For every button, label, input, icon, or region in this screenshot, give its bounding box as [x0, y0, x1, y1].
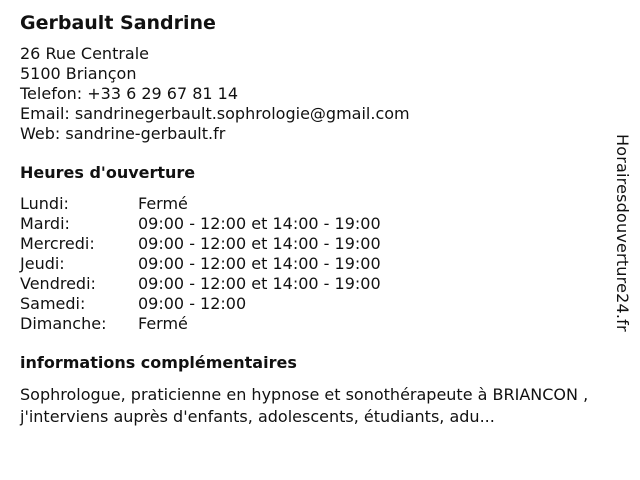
info-text: Sophrologue, praticienne en hypnose et sonothérapeute à BRIANCON , j'interviens auprès d'enfants, adolescents, étudiants, adu... — [20, 385, 589, 426]
day-label: Lundi: — [20, 194, 69, 213]
hours-table — [20, 194, 620, 334]
day-label: Samedi: — [20, 294, 86, 313]
day-label: Vendredi: — [20, 274, 96, 293]
hours-row-saturday — [20, 294, 620, 314]
site-watermark: Horairesdouverture24.fr — [613, 134, 632, 332]
info-heading: informations complémentaires — [20, 353, 297, 372]
time-value: 09:00 - 12:00 — [138, 294, 247, 313]
day-label: Mardi: — [20, 214, 70, 233]
day-label: Jeudi: — [20, 254, 65, 273]
time-value: Fermé — [138, 194, 188, 213]
time-value: 09:00 - 12:00 et 14:00 - 19:00 — [138, 234, 381, 253]
day-label: Mercredi: — [20, 234, 95, 253]
email-line: Email: sandrinegerbault.sophrologie@gmail.com — [20, 104, 410, 123]
hours-row-tuesday — [20, 214, 620, 234]
web-line: Web: sandrine-gerbault.fr — [20, 124, 226, 143]
hours-row-friday — [20, 274, 620, 294]
business-card — [20, 10, 620, 428]
time-value: 09:00 - 12:00 et 14:00 - 19:00 — [138, 214, 381, 233]
business-name: Gerbault Sandrine — [20, 12, 216, 34]
day-label: Dimanche: — [20, 314, 107, 333]
time-value: Fermé — [138, 314, 188, 333]
phone-line: Telefon: +33 6 29 67 81 14 — [20, 84, 239, 103]
time-value: 09:00 - 12:00 et 14:00 - 19:00 — [138, 274, 381, 293]
time-value: 09:00 - 12:00 et 14:00 - 19:00 — [138, 254, 381, 273]
address-line-2: 5100 Briançon — [20, 64, 137, 83]
address-line-1: 26 Rue Centrale — [20, 44, 150, 63]
hours-row-monday — [20, 194, 620, 214]
hours-row-thursday — [20, 254, 620, 274]
hours-heading: Heures d'ouverture — [20, 163, 196, 182]
hours-row-sunday — [20, 314, 620, 334]
hours-row-wednesday — [20, 234, 620, 254]
